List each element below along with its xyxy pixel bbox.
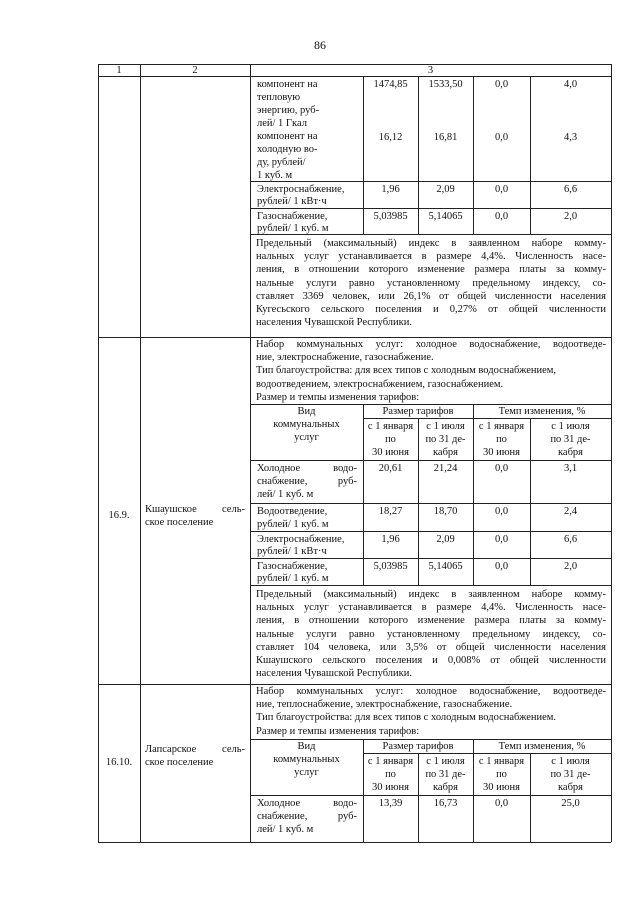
section-number: 16.9.: [108, 510, 130, 521]
rate-value: 25,0: [561, 798, 580, 809]
row-label-line: снабжение, руб-: [257, 476, 357, 488]
settlement-name-line: ское поселение: [145, 517, 214, 529]
header-period: с 1 января: [478, 421, 525, 432]
header-vid: услуг: [294, 432, 319, 443]
tariff-value: 16,73: [433, 798, 458, 809]
rate-value: 2,0: [563, 211, 578, 222]
intro-line: Тип благоустройства: для всех типов с холодным водоснабжением.: [256, 712, 557, 724]
tariff-value: 1,96: [381, 534, 400, 545]
rate-value: 6,6: [563, 534, 578, 545]
header-size: Размер тарифов: [382, 741, 454, 752]
settlement-name-line: Кшаушское сель-: [145, 504, 245, 515]
note-line: Предельный (максимальный) индекс в заявленном наборе комму-: [256, 238, 606, 249]
tariff-value: 16,81: [433, 132, 458, 143]
rate-value: 0,0: [494, 79, 509, 90]
header-period: кабря: [432, 782, 459, 793]
header-vid: Вид: [297, 741, 316, 752]
note-line: населения Чувашской Республики.: [256, 317, 412, 329]
header-period: с 1 января: [478, 756, 525, 767]
header-period: по: [385, 769, 396, 780]
header-period: кабря: [557, 782, 584, 793]
tariff-value: 13,39: [378, 798, 403, 809]
settlement-name: [145, 503, 245, 529]
row-label-line: лей/ 1 куб. м: [257, 489, 314, 501]
row-label-line: компонент на: [257, 131, 318, 142]
row-label-line: лей/ 1 куб. м: [257, 824, 314, 836]
intro-line: водоотведением, электроснабжением, газоснабжением.: [256, 378, 504, 390]
tariff-value: 18,27: [378, 506, 403, 517]
rate-value: 0,0: [494, 506, 509, 517]
column-header-3: 3: [427, 65, 434, 76]
tariff-value: 5,03985: [373, 211, 408, 222]
tariff-value: 1,96: [381, 184, 400, 195]
rate-value: 4,3: [563, 132, 578, 143]
top-note-paragraph: [256, 237, 606, 329]
header-period: с 1 июля: [426, 756, 465, 767]
rate-value: 0,0: [494, 211, 509, 222]
header-vid: Вид: [297, 406, 316, 417]
row-label-line: компонент на: [257, 79, 318, 90]
row-label-line: Электроснабжение,: [257, 184, 345, 195]
intro-line: Тип благоустройства: для всех типов с холодным водоснабжением,: [256, 365, 557, 377]
header-period: по 31 де-: [425, 434, 466, 445]
header-vid: услуг: [294, 767, 319, 778]
rate-value: 0,0: [494, 561, 509, 572]
row-label-line: Холодное водо-: [257, 463, 357, 474]
tariff-value: 20,61: [378, 463, 403, 474]
row-label-line: рублей/ 1 куб. м: [257, 573, 329, 584]
header-period: 30 июня: [371, 447, 410, 458]
note-line: ления, в отношении которого изменение размера платы за комму-: [256, 615, 606, 627]
header-period: кабря: [432, 447, 459, 458]
note-line: нальные услуги равно установленному предельному индексу, со-: [256, 277, 606, 289]
note-line: нальные услуги равно установленному предельному индексу, со-: [256, 628, 606, 640]
row-label-line: рублей/ 1 куб. м: [257, 519, 329, 530]
settlement-name-line: ское поселение: [145, 757, 214, 769]
column-header-1: 1: [116, 65, 122, 76]
settlement-name-line: Лапсарское сель-: [145, 744, 245, 755]
s169-note-paragraph: [256, 588, 606, 680]
row-label-line: Газоснабжение,: [257, 561, 328, 572]
header-period: по 31 де-: [550, 769, 591, 780]
row-label-line: Газоснабжение,: [257, 211, 328, 222]
header-vid: коммунальных: [273, 754, 340, 765]
s169-intro: [256, 338, 606, 404]
header-period: по: [496, 769, 507, 780]
rate-value: 0,0: [494, 798, 509, 809]
note-line: нальных услуг устанавливается в размере 4,4%. Численность насе-: [256, 602, 606, 614]
note-line: населения Чувашской Республики.: [256, 668, 412, 680]
header-period: по 31 де-: [425, 769, 466, 780]
header-period: 30 июня: [482, 447, 521, 458]
row-label-line: рублей/ 1 куб. м: [257, 223, 329, 234]
intro-line: Размер и темпы изменения тарифов:: [256, 391, 420, 403]
header-period: кабря: [557, 447, 584, 458]
intro-line: Набор коммунальных услуг: холодное водоснабжение, водоотведе-: [256, 686, 606, 697]
header-period: с 1 января: [367, 421, 414, 432]
note-line: Предельный (максимальный) индекс в заявленном наборе комму-: [256, 589, 606, 600]
header-period: 30 июня: [371, 782, 410, 793]
settlement-name: [145, 743, 245, 769]
rate-value: 2,4: [563, 506, 578, 517]
row-label-line: холодную во-: [257, 144, 318, 155]
header-period: с 1 января: [367, 756, 414, 767]
note-line: Кугесьского сельского поселения и 0,27% от общей численности: [256, 304, 606, 316]
page-number: 86: [314, 38, 326, 52]
header-rate: Темп изменения, %: [498, 406, 586, 417]
section-number: 16.10.: [105, 757, 133, 768]
note-line: ставляет 104 человека, или 3,5% от общей численности населения: [256, 641, 606, 653]
rate-value: 4,0: [563, 79, 578, 90]
row-label: [257, 462, 357, 502]
row-label-line: снабжение, руб-: [257, 811, 357, 823]
note-line: Кшаушского сельского поселения и 0,008% от общей численности: [256, 655, 606, 667]
tariff-value: 1474,85: [373, 79, 408, 90]
tariff-value: 5,14065: [428, 211, 463, 222]
row-label-line: Водоотведение,: [257, 506, 328, 517]
row-label-line: ду, рублей/: [257, 157, 306, 168]
row-label-line: энергию, руб-: [257, 105, 320, 116]
intro-line: ние, теплоснабжение, электроснабжение, газоснабжение.: [256, 699, 513, 711]
note-line: нальных услуг устанавливается в размере 4,4%. Численность насе-: [256, 251, 606, 263]
rate-value: 0,0: [494, 534, 509, 545]
header-period: по 31 де-: [550, 434, 591, 445]
row-label-line: тепловую: [257, 92, 301, 103]
rate-value: 0,0: [494, 132, 509, 143]
tariff-value: 16,12: [378, 132, 403, 143]
tariff-value: 5,14065: [428, 561, 463, 572]
intro-line: Набор коммунальных услуг: холодное водоснабжение, водоотведе-: [256, 339, 606, 350]
tariff-value: 2,09: [436, 184, 455, 195]
note-line: ставляет 3369 человек, или 26,1% от общей численности населения: [256, 290, 606, 302]
row-label-line: 1 куб. м: [257, 170, 293, 181]
header-period: по: [385, 434, 396, 445]
intro-line: ние, электроснабжение, газоснабжение.: [256, 352, 434, 364]
header-size: Размер тарифов: [382, 406, 454, 417]
rate-value: 2,0: [563, 561, 578, 572]
rate-value: 6,6: [563, 184, 578, 195]
s1610-intro: [256, 685, 606, 738]
header-vid: коммунальных: [273, 419, 340, 430]
intro-line: Размер и темпы изменения тарифов:: [256, 725, 420, 737]
row-label-line: рублей/ 1 кВт·ч: [257, 546, 327, 557]
row-label-line: Холодное водо-: [257, 798, 357, 809]
row-label-line: рублей/ 1 кВт·ч: [257, 196, 327, 207]
header-period: с 1 июля: [426, 421, 465, 432]
rate-value: 3,1: [563, 463, 578, 474]
row-label: [257, 797, 357, 837]
rate-value: 0,0: [494, 463, 509, 474]
header-period: 30 июня: [482, 782, 521, 793]
header-rate: Темп изменения, %: [498, 741, 586, 752]
rate-value: 0,0: [494, 184, 509, 195]
tariff-value: 5,03985: [373, 561, 408, 572]
tariff-value: 18,70: [433, 506, 458, 517]
column-header-2: 2: [192, 65, 198, 76]
header-period: с 1 июля: [551, 756, 590, 767]
tariff-value: 21,24: [433, 463, 458, 474]
row-label-line: лей/ 1 Гкал: [257, 118, 307, 129]
tariff-value: 2,09: [436, 534, 455, 545]
tariff-value: 1533,50: [428, 79, 463, 90]
header-period: с 1 июля: [551, 421, 590, 432]
note-line: ления, в отношении которого изменение размера платы за комму-: [256, 264, 606, 276]
header-period: по: [496, 434, 507, 445]
row-label-line: Электроснабжение,: [257, 534, 345, 545]
